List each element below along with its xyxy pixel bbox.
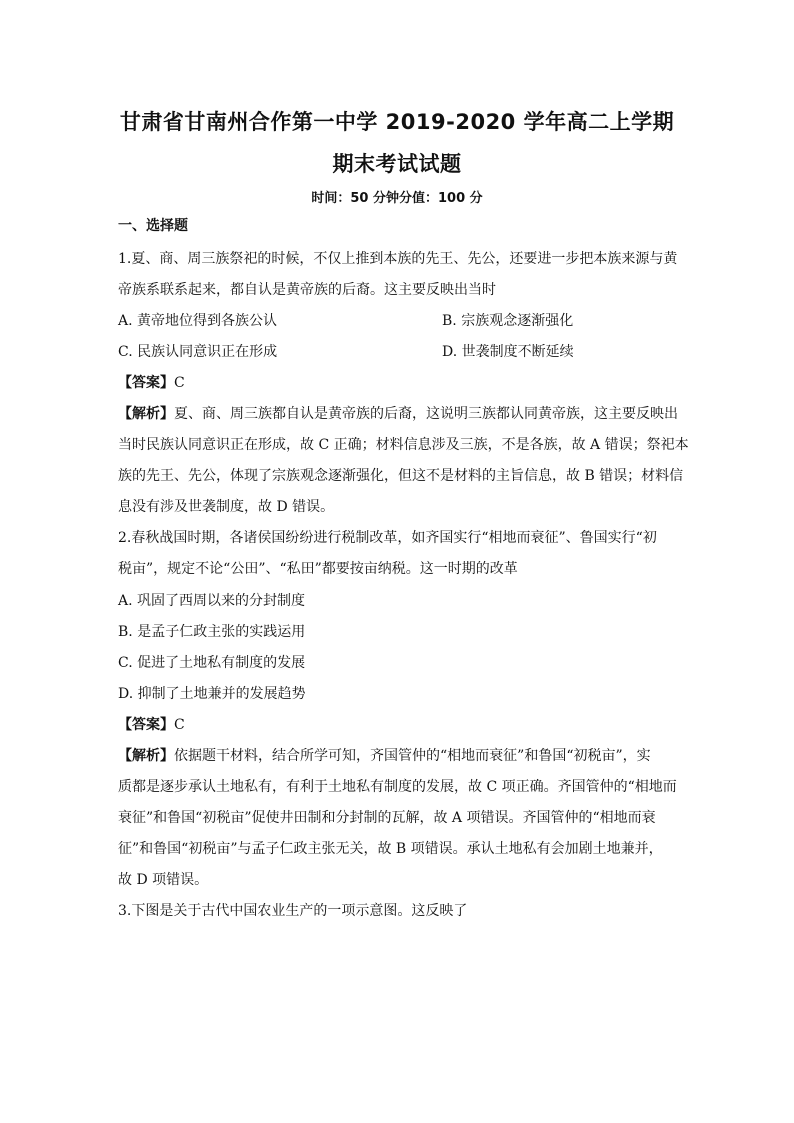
q1-option-c: C. 民族认同意识正在形成 [118,344,278,360]
q2-answer [118,715,678,735]
q2-analysis-line1 [118,746,678,766]
q2-option-d: D. 抑制了土地兼并的发展趋势 [118,686,306,702]
q1-analysis-line4: 息没有涉及世袭制度，故 D 错误。 [118,499,335,515]
q1-answer [118,373,678,393]
q2-analysis-tag: 【解析】 [118,748,174,764]
q2-answer-value: C [174,717,185,733]
q1-analysis-line2: 当时民族认同意识正在形成，故 C 正确；材料信息涉及三族，不是各族，故 A 错误；祭祀本 [118,437,689,453]
q1-option-b: B. 宗族观念逐渐强化 [442,313,574,329]
q1-analysis-line3: 族的先王、先公，体现了宗族观念逐渐强化，但这不是材料的主旨信息，故 B 错误；材料信 [118,468,684,484]
q1-option-a: A. 黄帝地位得到各族公认 [118,313,278,329]
q1-analysis-tag: 【解析】 [118,406,174,422]
q1-stem-line2: 帝族系联系起来，都自认是黄帝族的后裔。这主要反映出当时 [118,282,496,298]
exam-meta: 时间：50 分钟分值：100 分 [311,191,483,206]
document-title-line2: 期末考试试题 [332,152,462,176]
q1-answer-value: C [174,375,185,391]
q2-analysis-line2: 质都是逐步承认土地私有，有利于土地私有制度的发展，故 C 项正确。齐国管仲的“相地而 [118,779,677,795]
q2-analysis-line3: 衰征”和鲁国“初税亩”促使井田制和分封制的瓦解，故 A 项错误。齐国管仲的“相地而衰 [118,810,656,826]
q1-analysis-text1: 夏、商、周三族都自认是黄帝族的后裔，这说明三族都认同黄帝族，这主要反映出 [174,406,678,422]
q2-analysis-line4: 征”和鲁国“初税亩”与孟子仁政主张无关，故 B 项错误。承认土地私有会加剧土地兼并， [118,841,663,857]
q2-analysis-line5: 故 D 项错误。 [118,872,209,888]
q2-answer-tag: 【答案】 [118,717,174,733]
q2-stem-line2: 税亩”，规定不论“公田”、“私田”都要按亩纳税。这一时期的改革 [118,561,518,577]
q2-option-b: B. 是孟子仁政主张的实践运用 [118,624,306,640]
q2-stem-line1: 2.春秋战国时期，各诸侯国纷纷进行税制改革，如齐国实行“相地而衰征”、鲁国实行“初 [118,530,657,546]
q2-option-a: A. 巩固了西周以来的分封制度 [118,593,306,609]
document-title-line1: 甘肃省甘南州合作第一中学 2019-2020 学年高二上学期 [119,110,675,134]
q1-analysis-line1 [118,404,678,424]
q2-option-c: C. 促进了土地私有制度的发展 [118,655,306,671]
q1-stem-line1: 1.夏、商、周三族祭祀的时候，不仅上推到本族的先王、先公，还要进一步把本族来源与黄 [118,251,678,267]
section-heading: 一、选择题 [118,218,188,234]
q2-analysis-text1: 依据题干材料，结合所学可知，齐国管仲的“相地而衰征”和鲁国“初税亩”，实 [174,748,651,764]
q1-option-d: D. 世袭制度不断延续 [442,344,574,360]
q3-stem-line1: 3.下图是关于古代中国农业生产的一项示意图。这反映了 [118,903,468,919]
q1-answer-tag: 【答案】 [118,375,174,391]
